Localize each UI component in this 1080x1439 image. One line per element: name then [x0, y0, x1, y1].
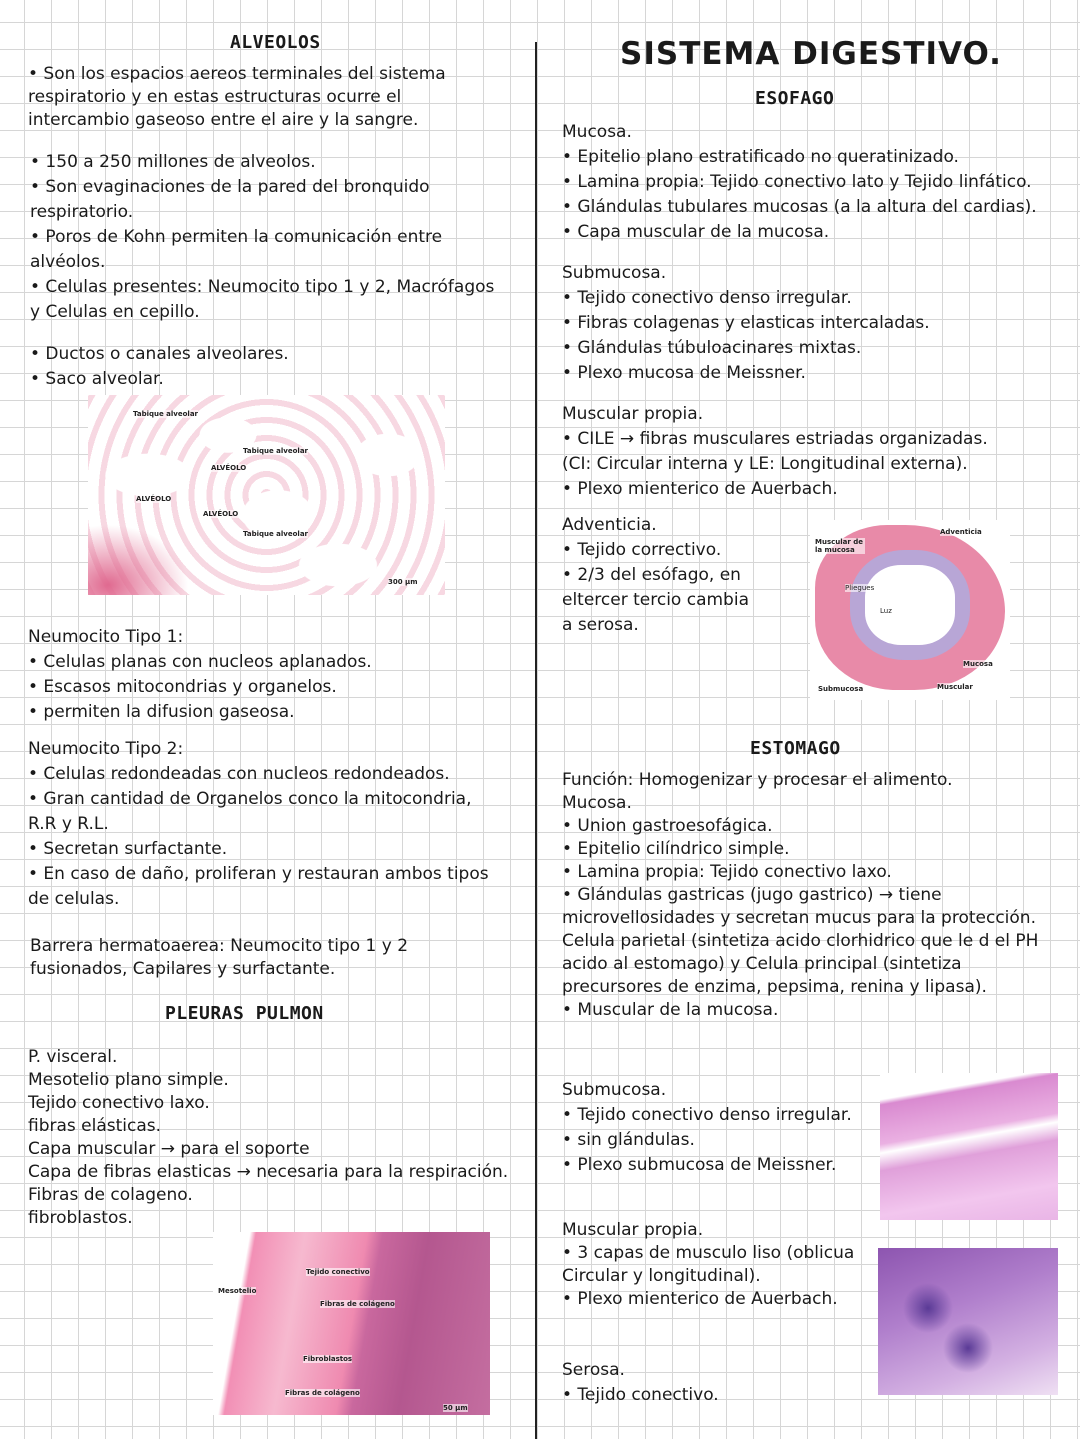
main-title: SISTEMA DIGESTIVO. [620, 36, 1002, 72]
text-line: • Tejido conectivo denso irregular. [562, 288, 852, 308]
text-line: • Celulas redondeadas con nucleos redondeados. [28, 764, 450, 784]
esofago-adventicia [562, 513, 749, 638]
estomago-muscular-image [878, 1248, 1058, 1395]
text-line: intercambio gaseoso entre el aire y la sangre. [28, 110, 419, 130]
text-line: Neumocito Tipo 1: [28, 627, 184, 647]
image-label: Fibras de colágeno [320, 1300, 395, 1308]
text-line: eltercer tercio cambia [562, 590, 749, 610]
image-label: Submucosa [818, 685, 864, 693]
esofago-muscular-propia [562, 402, 988, 502]
text-line: Función: Homogenizar y procesar el alimento. [562, 770, 953, 790]
text-line: • Plexo mienterico de Auerbach. [562, 479, 838, 499]
estomago-serosa [562, 1358, 719, 1408]
text-line: acido al estomago) y Celula principal (sintetiza [562, 954, 962, 974]
estomago-submucosa-image [880, 1073, 1058, 1220]
image-label: Fibras de colágeno [285, 1389, 360, 1397]
text-line: • Celulas planas con nucleos aplanados. [28, 652, 372, 672]
text-line: Capa de fibras elasticas → necesaria para la respiración. [28, 1162, 509, 1182]
estomago-submucosa [562, 1078, 852, 1178]
text-line: • Plexo submucosa de Meissner. [562, 1155, 837, 1175]
image-label: Tejido conectivo [306, 1268, 370, 1276]
text-line: Muscular propia. [562, 404, 704, 424]
text-line: • Fibras colagenas y elasticas intercaladas. [562, 313, 930, 333]
image-label: Fibroblastos [303, 1355, 353, 1363]
pleura-visceral [28, 1046, 508, 1230]
alveolos-list-2 [30, 342, 289, 392]
scale-bar-label: 50 µm [443, 1404, 468, 1412]
text-line: • Union gastroesofágica. [562, 816, 773, 836]
pleura-histology-image [213, 1232, 490, 1415]
text-line: • Gran cantidad de Organelos conco la mitocondria, [28, 789, 472, 809]
image-label: Mesotelio [218, 1287, 257, 1295]
text-line: Adventicia. [562, 515, 657, 535]
alveolo-histology-image [88, 395, 445, 595]
text-line: • Glándulas tubulares mucosas (a la altura del cardias). [562, 197, 1037, 217]
text-line: Muscular propia. [562, 1220, 704, 1240]
text-line: • Tejido conectivo denso irregular. [562, 1105, 852, 1125]
text-line: Mucosa. [562, 793, 632, 813]
text-line: Fibras de colageno. [28, 1185, 193, 1205]
alveolos-list [30, 150, 494, 325]
text-line: • Escasos mitocondrias y organelos. [28, 677, 337, 697]
text-line: Celula parietal (sintetiza acido clorhidrico que le d el PH [562, 931, 1039, 951]
estomago-title: ESTOMAGO [750, 738, 841, 759]
text-line: • Ductos o canales alveolares. [30, 344, 289, 364]
text-line: • Secretan surfactante. [28, 839, 228, 859]
image-label: Muscular [937, 683, 973, 691]
text-line: • Tejido correctivo. [562, 540, 722, 560]
pleuras-title: PLEURAS PULMON [165, 1003, 324, 1024]
text-line: • 150 a 250 millones de alveolos. [30, 152, 316, 172]
text-line: • Tejido conectivo. [562, 1385, 719, 1405]
neumocito-tipo-2 [28, 737, 489, 912]
text-line: • 3 capas de musculo liso (oblicua [562, 1243, 855, 1263]
text-line: • Glándulas gastricas (jugo gastrico) → tiene [562, 885, 942, 905]
text-line: Submucosa. [562, 263, 667, 283]
text-line: Serosa. [562, 1360, 625, 1380]
text-line: R.R y R.L. [28, 814, 109, 834]
text-line: Barrera hermatoaerea: Neumocito tipo 1 y 2 [30, 936, 409, 956]
text-line: y Celulas en cepillo. [30, 302, 200, 322]
column-divider [535, 42, 537, 1439]
text-line: • Poros de Kohn permiten la comunicación entre [30, 227, 443, 247]
barrera-hematoaerea [30, 935, 408, 981]
text-line: • Epitelio plano estratificado no queratinizado. [562, 147, 959, 167]
text-line: fibroblastos. [28, 1208, 133, 1228]
esofago-mucosa [562, 120, 1037, 245]
text-line: Mucosa. [562, 122, 632, 142]
text-line: Neumocito Tipo 2: [28, 739, 184, 759]
text-line: • En caso de daño, proliferan y restauran ambos tipos [28, 864, 489, 884]
image-label: Pliegues [845, 584, 875, 592]
text-line: Tejido conectivo laxo. [28, 1093, 210, 1113]
text-line: • sin glándulas. [562, 1130, 695, 1150]
text-line: fusionados, Capilares y surfactante. [30, 959, 336, 979]
image-label: Adventicia [940, 528, 982, 536]
esofago-submucosa [562, 261, 930, 386]
estomago-muscular-propia [562, 1219, 854, 1311]
esofago-title: ESOFAGO [755, 88, 835, 109]
estomago-mucosa [562, 769, 1038, 1022]
text-line: (CI: Circular interna y LE: Longitudinal externa). [562, 454, 968, 474]
image-label: Mucosa [963, 660, 993, 668]
alveolos-title: ALVEOLOS [230, 32, 321, 53]
text-line: • Glándulas túbuloacinares mixtas. [562, 338, 862, 358]
esofago-histology-image [810, 520, 1010, 700]
text-line: • Plexo mienterico de Auerbach. [562, 1289, 838, 1309]
image-label: Tabique alveolar [243, 447, 309, 455]
text-line: • CILE → fibras musculares estriadas organizadas. [562, 429, 988, 449]
text-line: • Muscular de la mucosa. [562, 1000, 779, 1020]
neumocito-tipo-1 [28, 625, 372, 725]
text-line: • Celulas presentes: Neumocito tipo 1 y 2, Macrófagos [30, 277, 495, 297]
text-line: • permiten la difusion gaseosa. [28, 702, 295, 722]
text-line: precursores de enzima, pepsima, renina y lipasa). [562, 977, 987, 997]
text-line: • Son evaginaciones de la pared del bronquido [30, 177, 430, 197]
image-label: ALVÉOLO [211, 464, 247, 472]
text-line: alvéolos. [30, 252, 106, 272]
text-line: • Lamina propia: Tejido conectivo laxo. [562, 862, 892, 882]
text-line: Submucosa. [562, 1080, 667, 1100]
image-label: ALVÉOLO [203, 510, 239, 518]
text-line: Capa muscular → para el soporte [28, 1139, 310, 1159]
text-line: a serosa. [562, 615, 639, 635]
text-line: • Son los espacios aereos terminales del sistema [28, 64, 446, 84]
text-line: • Lamina propia: Tejido conectivo lato y Tejido linfático. [562, 172, 1032, 192]
image-label: Luz [880, 607, 892, 615]
image-label: Tabique alveolar [243, 530, 309, 538]
text-line: • 2/3 del esófago, en [562, 565, 741, 585]
image-label: ALVÉOLO [136, 495, 172, 503]
image-label: Tabique alveolar [133, 410, 199, 418]
text-line: • Capa muscular de la mucosa. [562, 222, 830, 242]
text-line: • Saco alveolar. [30, 369, 164, 389]
image-label: Muscular de la mucosa [815, 538, 864, 554]
text-line: P. visceral. [28, 1047, 118, 1067]
text-line: fibras elásticas. [28, 1116, 162, 1136]
text-line: respiratorio y en estas estructuras ocurre el [28, 87, 402, 107]
text-line: respiratorio. [30, 202, 134, 222]
alveolos-intro [28, 63, 446, 132]
text-line: • Plexo mucosa de Meissner. [562, 363, 806, 383]
text-line: de celulas. [28, 889, 120, 909]
text-line: Mesotelio plano simple. [28, 1070, 229, 1090]
text-line: Circular y longitudinal). [562, 1266, 761, 1286]
text-line: • Epitelio cilíndrico simple. [562, 839, 790, 859]
text-line: microvellosidades y secretan mucus para la protección. [562, 908, 1036, 928]
scale-bar-label: 300 µm [388, 578, 418, 586]
